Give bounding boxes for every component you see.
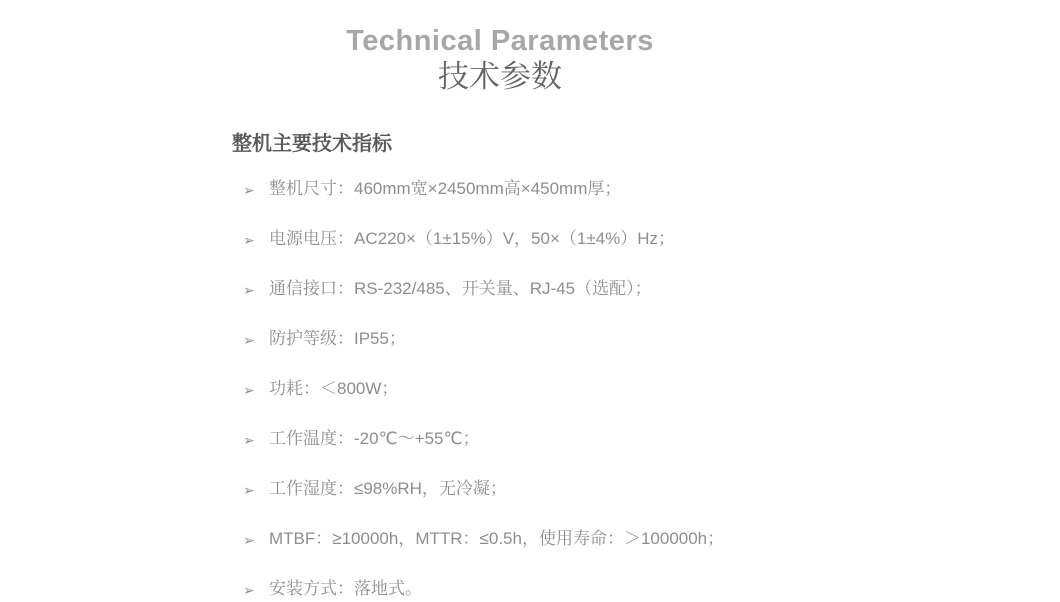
arrow-bullet-icon: ➢ — [243, 333, 255, 349]
arrow-bullet-icon: ➢ — [243, 433, 255, 449]
spec-item-text: 安装方式：落地式。 — [269, 579, 422, 598]
spec-item-text: 功耗：＜800W； — [269, 379, 399, 398]
list-item — [243, 578, 1000, 602]
list-item — [243, 278, 1000, 302]
arrow-bullet-icon: ➢ — [243, 183, 255, 199]
arrow-bullet-icon: ➢ — [243, 233, 255, 249]
arrow-bullet-icon: ➢ — [243, 383, 255, 399]
spec-item-text: 防护等级：IP55； — [269, 329, 406, 348]
spec-item-text: 整机尺寸：460mm宽×2450mm高×450mm厚； — [269, 179, 622, 198]
list-item — [243, 378, 1000, 402]
list-item — [243, 228, 1000, 252]
list-item — [243, 178, 1000, 202]
list-item — [243, 528, 1000, 552]
spec-list — [0, 178, 1000, 602]
page-title-english: Technical Parameters — [346, 25, 654, 57]
spec-item-text: 通信接口：RS-232/485、开关量、RJ-45（选配）； — [269, 279, 652, 298]
arrow-bullet-icon: ➢ — [243, 583, 255, 599]
spec-item-text: 工作湿度：≤98%RH，无冷凝； — [269, 479, 507, 498]
arrow-bullet-icon: ➢ — [243, 283, 255, 299]
spec-item-text: MTBF：≥10000h，MTTR：≤0.5h，使用寿命：＞100000h； — [269, 529, 725, 548]
spec-item-text: 工作温度：-20℃～+55℃； — [269, 429, 480, 448]
list-item — [243, 478, 1000, 502]
arrow-bullet-icon: ➢ — [243, 533, 255, 549]
list-item — [243, 428, 1000, 452]
list-item — [243, 328, 1000, 352]
section-heading: 整机主要技术指标 — [232, 133, 392, 155]
arrow-bullet-icon: ➢ — [243, 483, 255, 499]
page-title-chinese: 技术参数 — [438, 59, 562, 94]
spec-item-text: 电源电压：AC220×（1±15%）V，50×（1±4%）Hz； — [269, 229, 676, 248]
